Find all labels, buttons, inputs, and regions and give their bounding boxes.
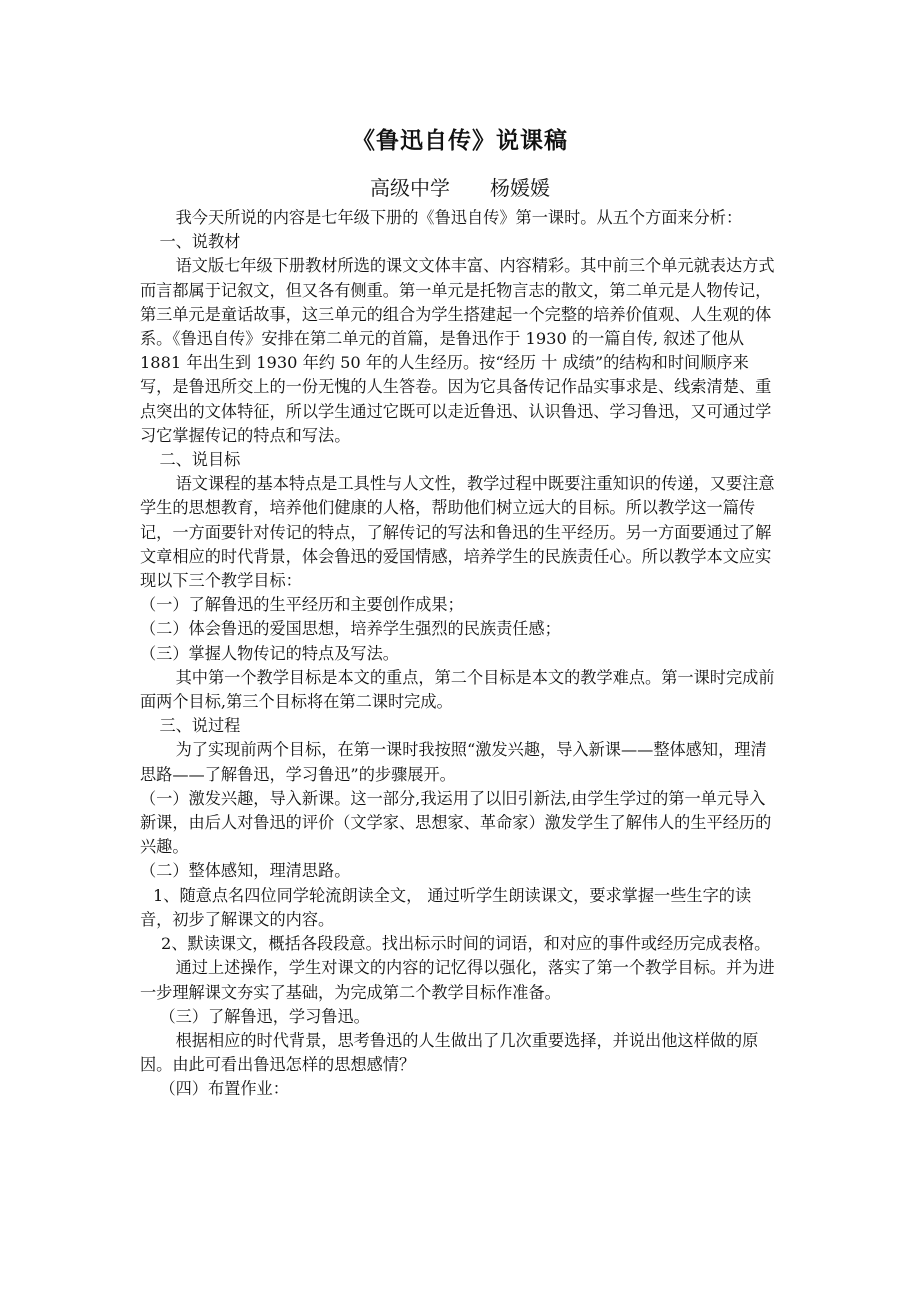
author-name: 杨媛媛: [490, 176, 550, 200]
goals-paragraph: 语文课程的基本特点是工具性与人文性，教学过程中既要注重知识的传递，又要注意学生的思想教育，培养他们健康的人格，帮助他们树立远大的目标。所以教学这一篇传记，一方面要针对传记的特点，了解传记的写法和鲁迅的生平经历。另一方面要通过了解文章相应的时代背景，体会鲁迅的爱国情感，培养学生的民族责任心。所以教学本文应实现以下三个教学目标：: [140, 474, 775, 591]
process-substep-1: 1、随意点名四位同学轮流朗读全文， 通过听学生朗读课文，要求掌握一些生字的读音，初步了解课文的内容。: [140, 885, 752, 929]
section-heading-process: 三、说过程: [159, 716, 241, 736]
section-heading-textbook: 一、说教材: [159, 232, 241, 252]
author-line: [0, 172, 920, 201]
goal-item-3: （三）掌握人物传记的特点及写法。: [140, 643, 399, 663]
process-intro-paragraph: 为了实现前两个目标，在第一课时我按照“激发兴趣，导入新课——整体感知，理清思路——了解鲁迅，学习鲁迅”的步骤展开。: [140, 740, 767, 784]
process-step-3: （三）了解鲁迅，学习鲁迅。: [159, 1006, 370, 1026]
goals-summary-paragraph: 其中第一个教学目标是本文的重点，第二个目标是本文的教学难点。第一课时完成前面两个目标,第三个目标将在第二课时完成。: [140, 667, 775, 712]
process-step-1: （一）激发兴趣，导入新课。这一部分,我运用了以旧引新法,由学生学过的第一单元导入新课，由后人对鲁迅的评价（文学家、思想家、革命家）激发学生了解伟人的生平经历的兴趣。: [140, 788, 772, 857]
process-step-2-summary: 通过上述操作，学生对课文的内容的记忆得以强化，落实了第一个教学目标。并为进一步理解课文夯实了基础，为完成第二个教学目标作准备。: [140, 958, 775, 1002]
process-step-4: （四）布置作业：: [159, 1079, 289, 1099]
textbook-paragraph: 语文版七年级下册教材所选的课文文体丰富、内容精彩。其中前三个单元就表达方式而言都属于记叙文，但又各有侧重。第一单元是托物言志的散文，第二单元是人物传记，第三单元是童话故事，这三单元的组合为学生搭建起一个完整的培养价值观、人生观的体系。《鲁迅自传》安排在第二单元的首篇，是鲁迅作于 1930 的一篇自传, 叙述了他从 1881 年出生到 1930 年约 50 年的人生经历。按“经历 十 成绩”的结构和时间顺序来写，是鲁迅所交上的一份无愧的人生答卷。因为它具备传记作品实事求是、线索清楚、重点突出的文体特征，所以学生通过它既可以走近鲁迅、认识鲁迅、学习鲁迅，又可通过学习它掌握传记的特点和写法。: [140, 256, 775, 445]
document-title: 《鲁迅自传》说课稿: [352, 127, 568, 154]
process-substep-2: 2、默读课文，概括各段段意。找出标示时间的词语，和对应的事件或经历完成表格。: [161, 934, 771, 954]
process-step-2: （二）整体感知，理清思路。: [140, 861, 351, 881]
section-heading-goals: 二、说目标: [159, 450, 241, 470]
intro-paragraph: 我今天所说的内容是七年级下册的《鲁迅自传》第一课时。从五个方面来分析：: [175, 208, 743, 227]
process-step-3-paragraph: 根据相应的时代背景，思考鲁迅的人生做出了几次重要选择，并说出他这样做的原因。由此可看出鲁迅怎样的思想感情？: [140, 1030, 759, 1075]
goal-item-2: （二）体会鲁迅的爱国思想，培养学生强烈的民族责任感；: [140, 619, 561, 639]
author-school: 高级中学: [370, 176, 450, 200]
goal-item-1: （一）了解鲁迅的生平经历和主要创作成果；: [140, 595, 464, 615]
document-body: [140, 206, 780, 1102]
